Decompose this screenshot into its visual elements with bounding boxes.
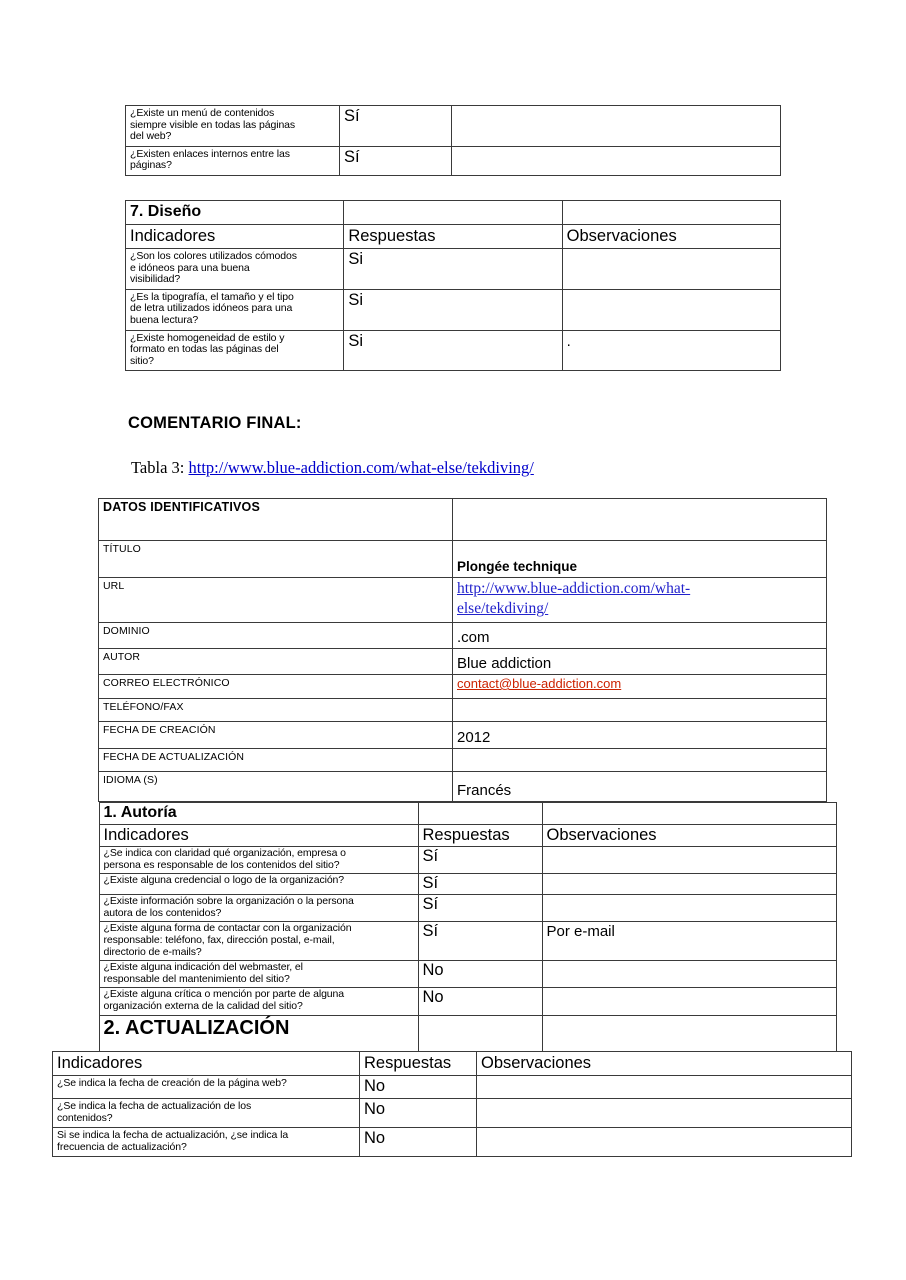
indicator-cell (126, 330, 344, 371)
indicator-line: responsable del mantenimiento del sitio? (103, 972, 290, 985)
indicator-line: ¿Existen enlaces internos entre las (130, 147, 290, 160)
indicator-line: persona es responsable de los contenidos del sitio? (103, 858, 340, 871)
column-header-respuestas: Respuestas (360, 1052, 477, 1076)
indicator-cell (99, 922, 418, 961)
section-header-spacer (418, 803, 542, 825)
indicator-line: ¿Se indica con claridad qué organización, empresa o (103, 847, 346, 859)
indicator-line: buena lectura? (130, 313, 199, 326)
respuesta-cell: Si (344, 330, 562, 371)
table-row (126, 249, 781, 290)
indicator-line: siempre visible en todas las páginas (130, 118, 296, 131)
indicator-line: sitio? (130, 354, 154, 367)
table-row (126, 289, 781, 330)
observacion-cell (542, 874, 836, 895)
tabla3-url-link[interactable]: http://www.blue-addiction.com/what-else/tekdiving/ (188, 458, 534, 477)
indicator-line: ¿Existe alguna forma de contactar con la organización (103, 922, 352, 935)
observacion-cell (542, 895, 836, 922)
respuesta-cell: Si (344, 289, 562, 330)
respuesta-cell: Sí (418, 895, 542, 922)
indicator-line: organización externa de la calidad del sitio? (103, 999, 303, 1012)
indicator-line: visibilidad? (130, 273, 181, 286)
column-header-respuestas: Respuestas (344, 225, 562, 249)
column-header-row (99, 825, 836, 847)
field-label-fecha-actualizacion: FECHA DE ACTUALIZACIÓN (99, 749, 453, 772)
section-header-spacer (542, 803, 836, 825)
section-header-row (126, 201, 781, 225)
field-value-correo[interactable] (453, 675, 827, 699)
respuesta-cell: Si (344, 249, 562, 290)
indicator-line: ¿Existe alguna crítica o mención por parte de alguna (103, 988, 345, 1001)
tabla3-caption (131, 458, 534, 478)
indicator-line: e idóneos para una buena (130, 261, 250, 274)
field-label-idioma: IDIOMA (S) (99, 772, 453, 802)
observacion-cell (562, 289, 780, 330)
table-row (53, 1128, 852, 1157)
field-value-titulo: Plongée technique (453, 541, 827, 578)
indicator-line: responsable: teléfono, fax, dirección postal, e-mail, (103, 933, 335, 946)
observacion-cell (477, 1099, 852, 1128)
field-label-dominio: DOMINIO (99, 623, 453, 649)
indicator-line: ¿Existe alguna credencial o logo de la organización? (103, 874, 345, 887)
table-menu-enlaces (125, 105, 781, 176)
field-label-correo: CORREO ELECTRÓNICO (99, 675, 453, 699)
indicator-line: ¿Existe un menú de contenidos (130, 107, 275, 119)
column-header-observaciones: Observaciones (542, 825, 836, 847)
observacion-cell: Por e-mail (542, 922, 836, 961)
field-label-titulo: TÍTULO (99, 541, 453, 578)
respuesta-cell: No (360, 1076, 477, 1099)
indicator-line: autora de los contenidos? (103, 906, 222, 919)
field-value-idioma: Francés (453, 772, 827, 802)
field-value-dominio: .com (453, 623, 827, 649)
indicator-line: directorio de e-mails? (103, 945, 202, 958)
table-row (99, 772, 827, 802)
indicator-cell (99, 874, 418, 895)
table-row (99, 874, 836, 895)
column-header-respuestas: Respuestas (418, 825, 542, 847)
column-header-observaciones: Observaciones (477, 1052, 852, 1076)
indicator-cell (126, 146, 340, 175)
indicator-line: ¿Se indica la fecha de creación de la página web? (57, 1077, 287, 1089)
observacion-cell (477, 1076, 852, 1099)
indicator-line: ¿Existe homogeneidad de estilo y (130, 331, 285, 344)
indicator-cell (53, 1076, 360, 1099)
column-header-indicadores: Indicadores (126, 225, 344, 249)
table-row (99, 847, 836, 874)
table-row (126, 146, 781, 175)
respuesta-cell: No (360, 1099, 477, 1128)
indicator-line: formato en todas las páginas del (130, 343, 279, 356)
indicator-cell (99, 895, 418, 922)
observacion-cell (542, 847, 836, 874)
table-row (99, 578, 827, 623)
section-header-row (99, 499, 827, 541)
field-value-fecha-creacion: 2012 (453, 722, 827, 749)
observacion-cell (562, 249, 780, 290)
indicator-line: ¿Existe información sobre la organización o la persona (103, 895, 354, 908)
table-row (99, 649, 827, 675)
column-header-row (126, 225, 781, 249)
observacion-cell (542, 961, 836, 988)
table-diseno (125, 200, 781, 371)
indicator-line: ¿Son los colores utilizados cómodos (130, 250, 297, 262)
field-value-url[interactable] (453, 578, 827, 623)
column-header-observaciones: Observaciones (562, 225, 780, 249)
respuesta-cell: No (418, 961, 542, 988)
indicator-cell (126, 106, 340, 147)
column-header-indicadores: Indicadores (53, 1052, 360, 1076)
section-header-row (99, 803, 836, 825)
indicator-line: de letra utilizados idóneos para una (130, 302, 293, 315)
respuesta-cell: No (418, 988, 542, 1015)
table-row (99, 675, 827, 699)
indicator-cell (53, 1099, 360, 1128)
table-row (99, 922, 836, 961)
indicator-line: Si se indica la fecha de actualización, ¿se indica la (57, 1129, 289, 1142)
respuesta-cell: Sí (418, 874, 542, 895)
table-row (99, 895, 836, 922)
respuesta-cell: No (360, 1128, 477, 1157)
indicator-line: contenidos? (57, 1111, 113, 1124)
field-value-fecha-actualizacion (453, 749, 827, 772)
field-value-autor: Blue addiction (453, 649, 827, 675)
field-label-autor: AUTOR (99, 649, 453, 675)
section-title-diseno: 7. Diseño (126, 201, 344, 225)
respuesta-cell: Sí (340, 146, 452, 175)
column-header-indicadores: Indicadores (99, 825, 418, 847)
indicator-cell (53, 1128, 360, 1157)
indicator-cell (126, 289, 344, 330)
table-row (99, 961, 836, 988)
table-row (99, 623, 827, 649)
indicator-line: páginas? (130, 159, 172, 172)
section-title-autoria: 1. Autoría (99, 803, 418, 825)
table-row (53, 1099, 852, 1128)
observacion-cell (452, 106, 781, 147)
observacion-cell (477, 1128, 852, 1157)
indicator-cell (99, 988, 418, 1015)
indicator-cell (126, 249, 344, 290)
section-header-spacer (562, 201, 780, 225)
observacion-cell: . (562, 330, 780, 371)
indicator-line: ¿Es la tipografía, el tamaño y el tipo (130, 290, 294, 303)
indicator-line: ¿Se indica la fecha de actualización de los (57, 1100, 252, 1112)
observacion-cell (542, 988, 836, 1015)
column-header-row (53, 1052, 852, 1076)
tabla3-label: Tabla 3: (131, 458, 185, 477)
field-label-telefono: TELÉFONO/FAX (99, 699, 453, 722)
section-title-datos-identificativos: DATOS IDENTIFICATIVOS (99, 499, 453, 541)
url-line: else/tekdiving/ (457, 600, 549, 617)
observacion-cell (452, 146, 781, 175)
field-label-fecha-creacion: FECHA DE CREACIÓN (99, 722, 453, 749)
respuesta-cell: Sí (418, 847, 542, 874)
section-header-spacer (344, 201, 562, 225)
indicator-line: ¿Existe alguna indicación del webmaster, el (103, 961, 303, 974)
respuesta-cell: Sí (340, 106, 452, 147)
table-row (53, 1076, 852, 1099)
indicator-line: frecuencia de actualización? (57, 1140, 187, 1153)
table-row (126, 106, 781, 147)
table-row (99, 541, 827, 578)
section-header-spacer (453, 499, 827, 541)
autoria-section-wrapper-row (99, 802, 827, 1060)
page-title-comentario-final: COMENTARIO FINAL: (128, 414, 302, 432)
indicator-cell (99, 847, 418, 874)
respuesta-cell: Sí (418, 922, 542, 961)
table-actualizacion-indicadores (52, 1051, 852, 1157)
url-line: http://www.blue-addiction.com/what- (457, 580, 691, 597)
table-row (99, 699, 827, 722)
indicator-cell (99, 961, 418, 988)
section-title-actualizacion: 2. ACTUALIZACIÓN (99, 1015, 418, 1059)
table-row (126, 330, 781, 371)
email-link: contact@blue-addiction.com (457, 676, 622, 691)
table-datos-identificativos (98, 498, 827, 1060)
field-label-url: URL (99, 578, 453, 623)
table-row (99, 722, 827, 749)
table-row (99, 988, 836, 1015)
indicator-line: del web? (130, 130, 172, 143)
table-row (99, 749, 827, 772)
field-value-telefono (453, 699, 827, 722)
